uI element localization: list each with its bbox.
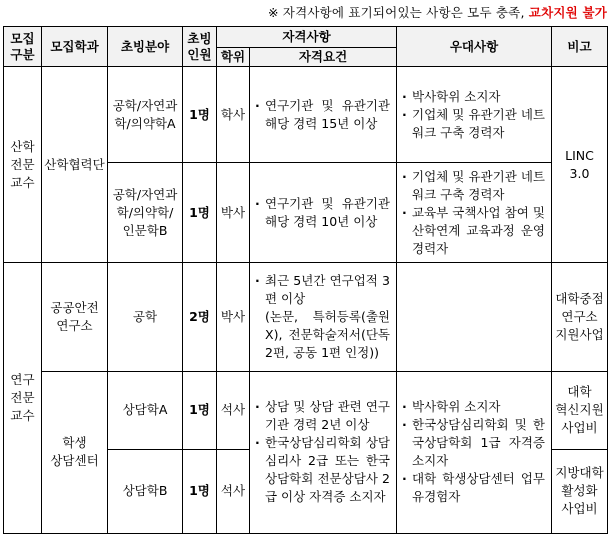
- count-cell: 2명: [183, 263, 217, 371]
- remark-cell: 지방대학 활성화 사업비: [552, 449, 608, 533]
- remark-cell: 대학중점 연구소 지원사업: [552, 263, 608, 371]
- header-dept: 모집학과: [42, 27, 108, 67]
- dept-cell: 학생 상담센터: [42, 371, 108, 533]
- header-remark: 비고: [552, 27, 608, 67]
- dept-cell: 산학협력단: [42, 67, 108, 263]
- pref-item: · 한국상담심리학회 및 한국상담학회 1급 자격증 소지자: [401, 416, 545, 470]
- count-cell: 1명: [183, 67, 217, 163]
- pref-item: · 박사학위 소지자: [401, 398, 545, 416]
- field-cell: 상담학B: [108, 449, 183, 533]
- pref-cell: [397, 163, 552, 263]
- pref-item: · 박사학위 소지자: [401, 88, 545, 106]
- table-row: [4, 67, 608, 163]
- degree-cell: 박사: [217, 163, 250, 263]
- field-cell: 공학/자연과 학/의약학/ 인문학B: [108, 163, 183, 263]
- degree-cell: 학사: [217, 67, 250, 163]
- header-req: 자격요건: [250, 48, 397, 67]
- header-degree: 학위: [217, 48, 250, 67]
- category-cell: 산학 전문 교수: [4, 67, 42, 263]
- pref-item: · 대학 학생상담센터 업무 유경험자: [401, 470, 545, 506]
- count-cell: 1명: [183, 371, 217, 449]
- header-field: 초빙분야: [108, 27, 183, 67]
- table-row: [4, 371, 608, 449]
- table-row: [4, 263, 608, 371]
- notice-warning: 교차지원 불가: [528, 5, 607, 20]
- pref-item: · 기업체 및 유관기관 네트워크 구축 경력자: [401, 106, 545, 142]
- req-cell: [250, 163, 397, 263]
- pref-item: · 교육부 국책사업 참여 및 산학연계 교육과정 운영 경력자: [401, 204, 545, 258]
- count-cell: 1명: [183, 163, 217, 263]
- notice: [268, 3, 607, 21]
- degree-cell: 박사: [217, 263, 250, 371]
- pref-cell-empty: [397, 263, 552, 371]
- field-cell: 공학/자연과 학/의약학A: [108, 67, 183, 163]
- req-item: · 연구기관 및 유관기관 해당 경력 15년 이상: [254, 97, 390, 133]
- req-item: · 한국상담심리학회 상담심리사 2급 또는 한국상담학회 전문상담사 2급 이상 자격증 소지자: [254, 434, 390, 506]
- req-item: · 최근 5년간 연구업적 3편 이상 (논문, 특허등록(출원X), 전문학술저서(단독2편, 공동 1편 인정)): [254, 272, 390, 362]
- header-pref: 우대사항: [397, 27, 552, 67]
- header-qual: 자격사항: [217, 27, 397, 48]
- notice-prefix: ※ 자격사항에 표기되어있는 사항은 모두 충족,: [267, 5, 529, 20]
- pref-item: · 기업체 및 유관기관 네트워크 구축 경력자: [401, 168, 545, 204]
- req-item: · 상담 및 상담 관련 연구기관 경력 2년 이상: [254, 398, 390, 434]
- category-cell: 연구 전문 교수: [4, 263, 42, 534]
- count-cell: 1명: [183, 449, 217, 533]
- pref-cell: [397, 371, 552, 533]
- req-cell: [250, 67, 397, 163]
- recruitment-table: [3, 26, 608, 534]
- degree-cell: 석사: [217, 449, 250, 533]
- req-cell: [250, 263, 397, 371]
- field-cell: 공학: [108, 263, 183, 371]
- degree-cell: 석사: [217, 371, 250, 449]
- req-cell: [250, 371, 397, 533]
- remark-cell: 대학 혁신지원 사업비: [552, 371, 608, 449]
- field-cell: 상담학A: [108, 371, 183, 449]
- dept-cell: 공공안전 연구소: [42, 263, 108, 371]
- pref-cell: [397, 67, 552, 163]
- remark-cell: LINC 3.0: [552, 67, 608, 263]
- header-category: 모집 구분: [4, 27, 42, 67]
- req-item: · 연구기관 및 유관기관 해당 경력 10년 이상: [254, 195, 390, 231]
- header-count: 초빙 인원: [183, 27, 217, 67]
